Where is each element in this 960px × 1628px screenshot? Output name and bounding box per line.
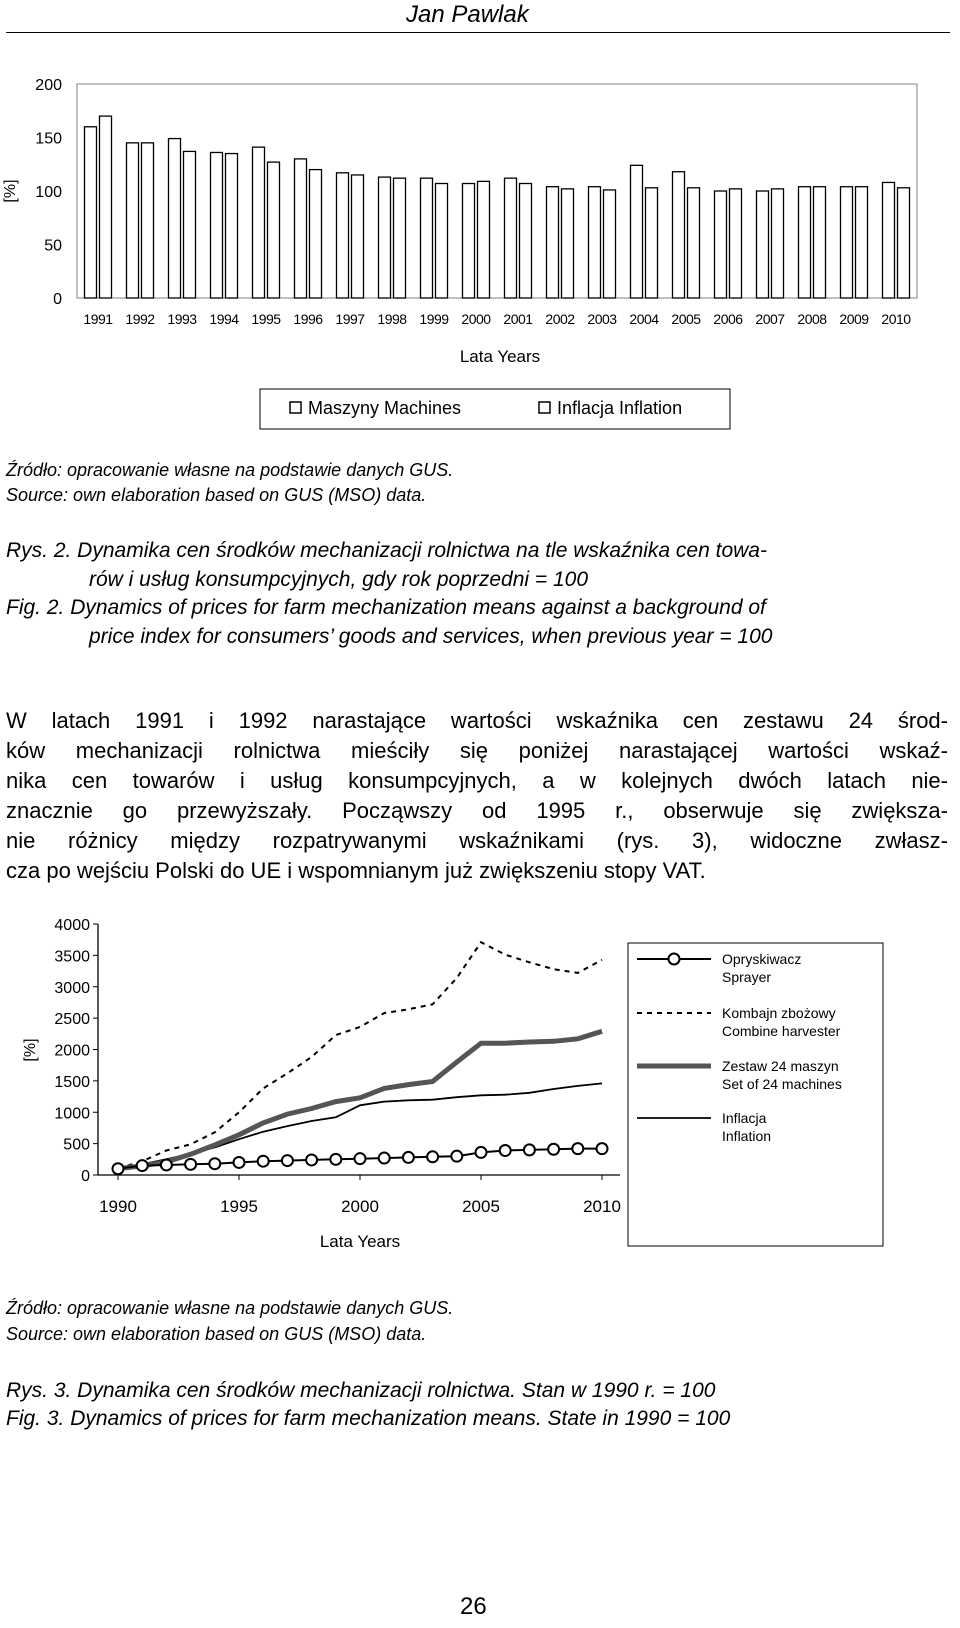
- x-tick-label: 1999: [419, 311, 449, 327]
- bar-machines: [547, 187, 559, 298]
- fig2-caption-en-line2: price index for consumers’ goods and services, when previous year = 100: [89, 625, 773, 648]
- fig3-caption-pl: Rys. 3. Dynamika cen środków mechanizacji rolnictwa. Stan w 1990 r. = 100: [6, 1379, 716, 1402]
- sprayer-point: [403, 1152, 414, 1163]
- fig2-caption-en: [6, 593, 950, 651]
- x-tick-label: 2001: [503, 311, 533, 327]
- sprayer-point: [427, 1151, 438, 1162]
- x-tick-label: 2006: [713, 311, 743, 327]
- page-number: 26: [460, 1593, 487, 1620]
- bar-inflation: [814, 187, 826, 298]
- bar-inflation: [772, 189, 784, 298]
- paragraph-line: ków mechanizacji rolnictwa mieściły się poniżej narastającej wartości wskaź-: [6, 738, 948, 763]
- x-tick-label: 1993: [167, 311, 197, 327]
- fig2-caption-pl: [6, 536, 950, 594]
- bar-inflation: [268, 162, 280, 298]
- x-tick-label: 2005: [671, 311, 701, 327]
- bar-machines: [85, 127, 97, 298]
- sprayer-point: [572, 1143, 583, 1154]
- legend-label-inflation: Inflacja Inflation: [557, 398, 683, 418]
- x-axis-label: Lata Years: [319, 1232, 401, 1251]
- bar-inflation: [226, 154, 238, 298]
- paragraph-line: W latach 1991 i 1992 narastające wartości wskaźnika cen zestawu 24 środ-: [6, 708, 948, 733]
- x-axis-label: Lata Years: [459, 347, 541, 366]
- y-tick-label: 0: [53, 291, 62, 308]
- bar-machines: [421, 178, 433, 298]
- legend-label-line1: Inflacja: [722, 1110, 767, 1126]
- paragraph-line: znacznie go przewyższały. Począwszy od 1995 r., obserwuje się zwiększa-: [6, 798, 948, 823]
- sprayer-point: [137, 1160, 148, 1171]
- x-tick-label: 2010: [583, 1197, 621, 1216]
- bar-machines: [757, 191, 769, 298]
- fig3-source-pl: Źródło: opracowanie własne na podstawie danych GUS.: [6, 1298, 454, 1318]
- bar-inflation: [688, 188, 700, 298]
- bar-inflation: [310, 170, 322, 298]
- legend-swatch-inflation: [539, 402, 550, 413]
- bar-machines: [337, 173, 349, 298]
- legend-label-line2: Sprayer: [722, 969, 772, 985]
- bar-machines: [295, 159, 307, 298]
- bar-inflation: [352, 175, 364, 298]
- bar-inflation: [478, 181, 490, 298]
- x-tick-label: 1991: [83, 311, 113, 327]
- bar-machines: [799, 187, 811, 298]
- sprayer-point: [548, 1144, 559, 1155]
- y-tick-label: 0: [81, 1168, 90, 1185]
- x-tick-label: 1996: [293, 311, 323, 327]
- legend-label-line2: Inflation: [722, 1128, 772, 1144]
- bar-inflation: [142, 143, 154, 298]
- y-tick-label: 3500: [54, 948, 90, 966]
- paragraph-line: nika cen towarów i usług konsumpcyjnych, a w kolejnych dwóch latach nie-: [6, 768, 948, 793]
- fig2-caption-pl-line2: rów i usług konsumpcyjnych, gdy rok poprzedni = 100: [89, 568, 589, 591]
- sprayer-point: [113, 1163, 124, 1174]
- y-tick-label: 100: [35, 184, 62, 201]
- sprayer-point: [330, 1154, 341, 1165]
- legend-label-line1: Kombajn zbożowy: [722, 1005, 836, 1021]
- plot-frame: [77, 84, 917, 298]
- legend-label-line1: Opryskiwacz: [722, 951, 802, 967]
- y-tick-label: 2500: [54, 1011, 90, 1029]
- y-tick-label: 4000: [54, 917, 90, 934]
- header-author: Jan Pawlak: [406, 1, 529, 28]
- fig2-source-pl: Źródło: opracowanie własne na podstawie danych GUS.: [6, 460, 454, 480]
- bar-machines: [169, 139, 181, 298]
- bar-inflation: [898, 188, 910, 298]
- x-tick-label: 2008: [797, 311, 827, 327]
- bar-machines: [841, 187, 853, 298]
- x-tick-label: 2010: [881, 311, 911, 327]
- fig3-source-en: Source: own elaboration based on GUS (MSO) data.: [6, 1324, 427, 1344]
- x-tick-label: 1995: [220, 1197, 258, 1216]
- x-tick-label: 1998: [377, 311, 407, 327]
- sprayer-point: [306, 1154, 317, 1165]
- bar-inflation: [394, 178, 406, 298]
- sprayer-point: [500, 1145, 511, 1156]
- sprayer-point: [161, 1159, 172, 1170]
- sprayer-point: [476, 1147, 487, 1158]
- running-header: [0, 0, 960, 34]
- sprayer-point: [379, 1153, 390, 1164]
- sprayer-point: [524, 1144, 535, 1155]
- x-tick-label: 2000: [341, 1197, 379, 1216]
- bar-inflation: [184, 151, 196, 298]
- fig2-bar-chart: [0, 60, 960, 440]
- bar-inflation: [604, 190, 616, 298]
- y-tick-label: 200: [35, 77, 62, 94]
- x-tick-label: 1990: [99, 1197, 137, 1216]
- bar-inflation: [856, 187, 868, 298]
- fig3-line-chart: [0, 900, 960, 1270]
- y-axis-label: [%]: [22, 1038, 39, 1062]
- y-tick-label: 2000: [54, 1042, 90, 1060]
- sprayer-point: [234, 1157, 245, 1168]
- x-tick-label: 2004: [629, 311, 659, 327]
- bar-machines: [463, 184, 475, 298]
- bar-machines: [211, 152, 223, 298]
- x-tick-label: 2000: [461, 311, 491, 327]
- paragraph-line: nie różnicy między rozpatrywanymi wskaźnikami (rys. 3), widoczne zwłasz-: [6, 828, 948, 853]
- x-tick-label: 2005: [462, 1197, 500, 1216]
- bar-inflation: [436, 184, 448, 298]
- sprayer-point: [185, 1159, 196, 1170]
- bar-machines: [673, 172, 685, 298]
- legend-marker: [669, 954, 680, 965]
- bar-inflation: [646, 188, 658, 298]
- series-line-dashed: [118, 942, 602, 1168]
- bar-machines: [379, 177, 391, 298]
- bar-machines: [505, 178, 517, 298]
- y-tick-label: 1000: [54, 1105, 90, 1123]
- legend-label-line2: Set of 24 machines: [722, 1076, 842, 1092]
- y-tick-label: 150: [35, 130, 62, 148]
- sprayer-point: [282, 1155, 293, 1166]
- y-tick-label: 500: [63, 1136, 90, 1154]
- x-tick-label: 2003: [587, 311, 617, 327]
- x-tick-label: 1992: [125, 311, 155, 327]
- x-tick-label: 1994: [209, 311, 239, 327]
- y-tick-label: 1500: [54, 1073, 90, 1091]
- body-paragraph: [6, 706, 948, 886]
- legend-swatch-machines: [290, 402, 301, 413]
- bar-machines: [253, 147, 265, 298]
- x-tick-label: 2009: [839, 311, 869, 327]
- legend-label-line1: Zestaw 24 maszyn: [722, 1058, 839, 1074]
- bar-machines: [715, 191, 727, 298]
- y-tick-label: 3000: [54, 979, 90, 997]
- bar-inflation: [100, 116, 112, 298]
- fig2-caption-pl-line1: Rys. 2. Dynamika cen środków mechanizacji rolnictwa na tle wskaźnika cen towa-: [6, 539, 767, 562]
- x-tick-label: 1995: [251, 311, 281, 327]
- bar-inflation: [562, 189, 574, 298]
- bar-machines: [127, 143, 139, 298]
- x-tick-label: 1997: [335, 311, 365, 327]
- x-tick-label: 2007: [755, 311, 785, 327]
- bar-machines: [631, 165, 643, 298]
- sprayer-point: [355, 1153, 366, 1164]
- x-tick-label: 2002: [545, 311, 575, 327]
- sprayer-point: [597, 1143, 608, 1154]
- bar-machines: [589, 187, 601, 298]
- legend-box: [628, 943, 883, 1246]
- bar-inflation: [520, 184, 532, 298]
- y-tick-label: 50: [44, 237, 62, 255]
- paragraph-line: cza po wejściu Polski do UE i wspomnianym już zwiększeniu stopy VAT.: [6, 858, 706, 883]
- header-rule: [6, 32, 950, 33]
- sprayer-point: [451, 1151, 462, 1162]
- sprayer-point: [209, 1158, 220, 1169]
- bar-machines: [883, 182, 895, 298]
- fig3-caption-en: Fig. 3. Dynamics of prices for farm mechanization means. State in 1990 = 100: [6, 1407, 731, 1430]
- legend-label-machines: Maszyny Machines: [308, 398, 462, 418]
- legend-label-line2: Combine harvester: [722, 1023, 841, 1039]
- y-axis-label: [%]: [2, 179, 19, 203]
- bar-inflation: [730, 189, 742, 298]
- fig2-source-en: Source: own elaboration based on GUS (MSO) data.: [6, 485, 427, 505]
- sprayer-point: [258, 1156, 269, 1167]
- fig2-caption-en-line1: Fig. 2. Dynamics of prices for farm mechanization means against a background of: [6, 596, 766, 619]
